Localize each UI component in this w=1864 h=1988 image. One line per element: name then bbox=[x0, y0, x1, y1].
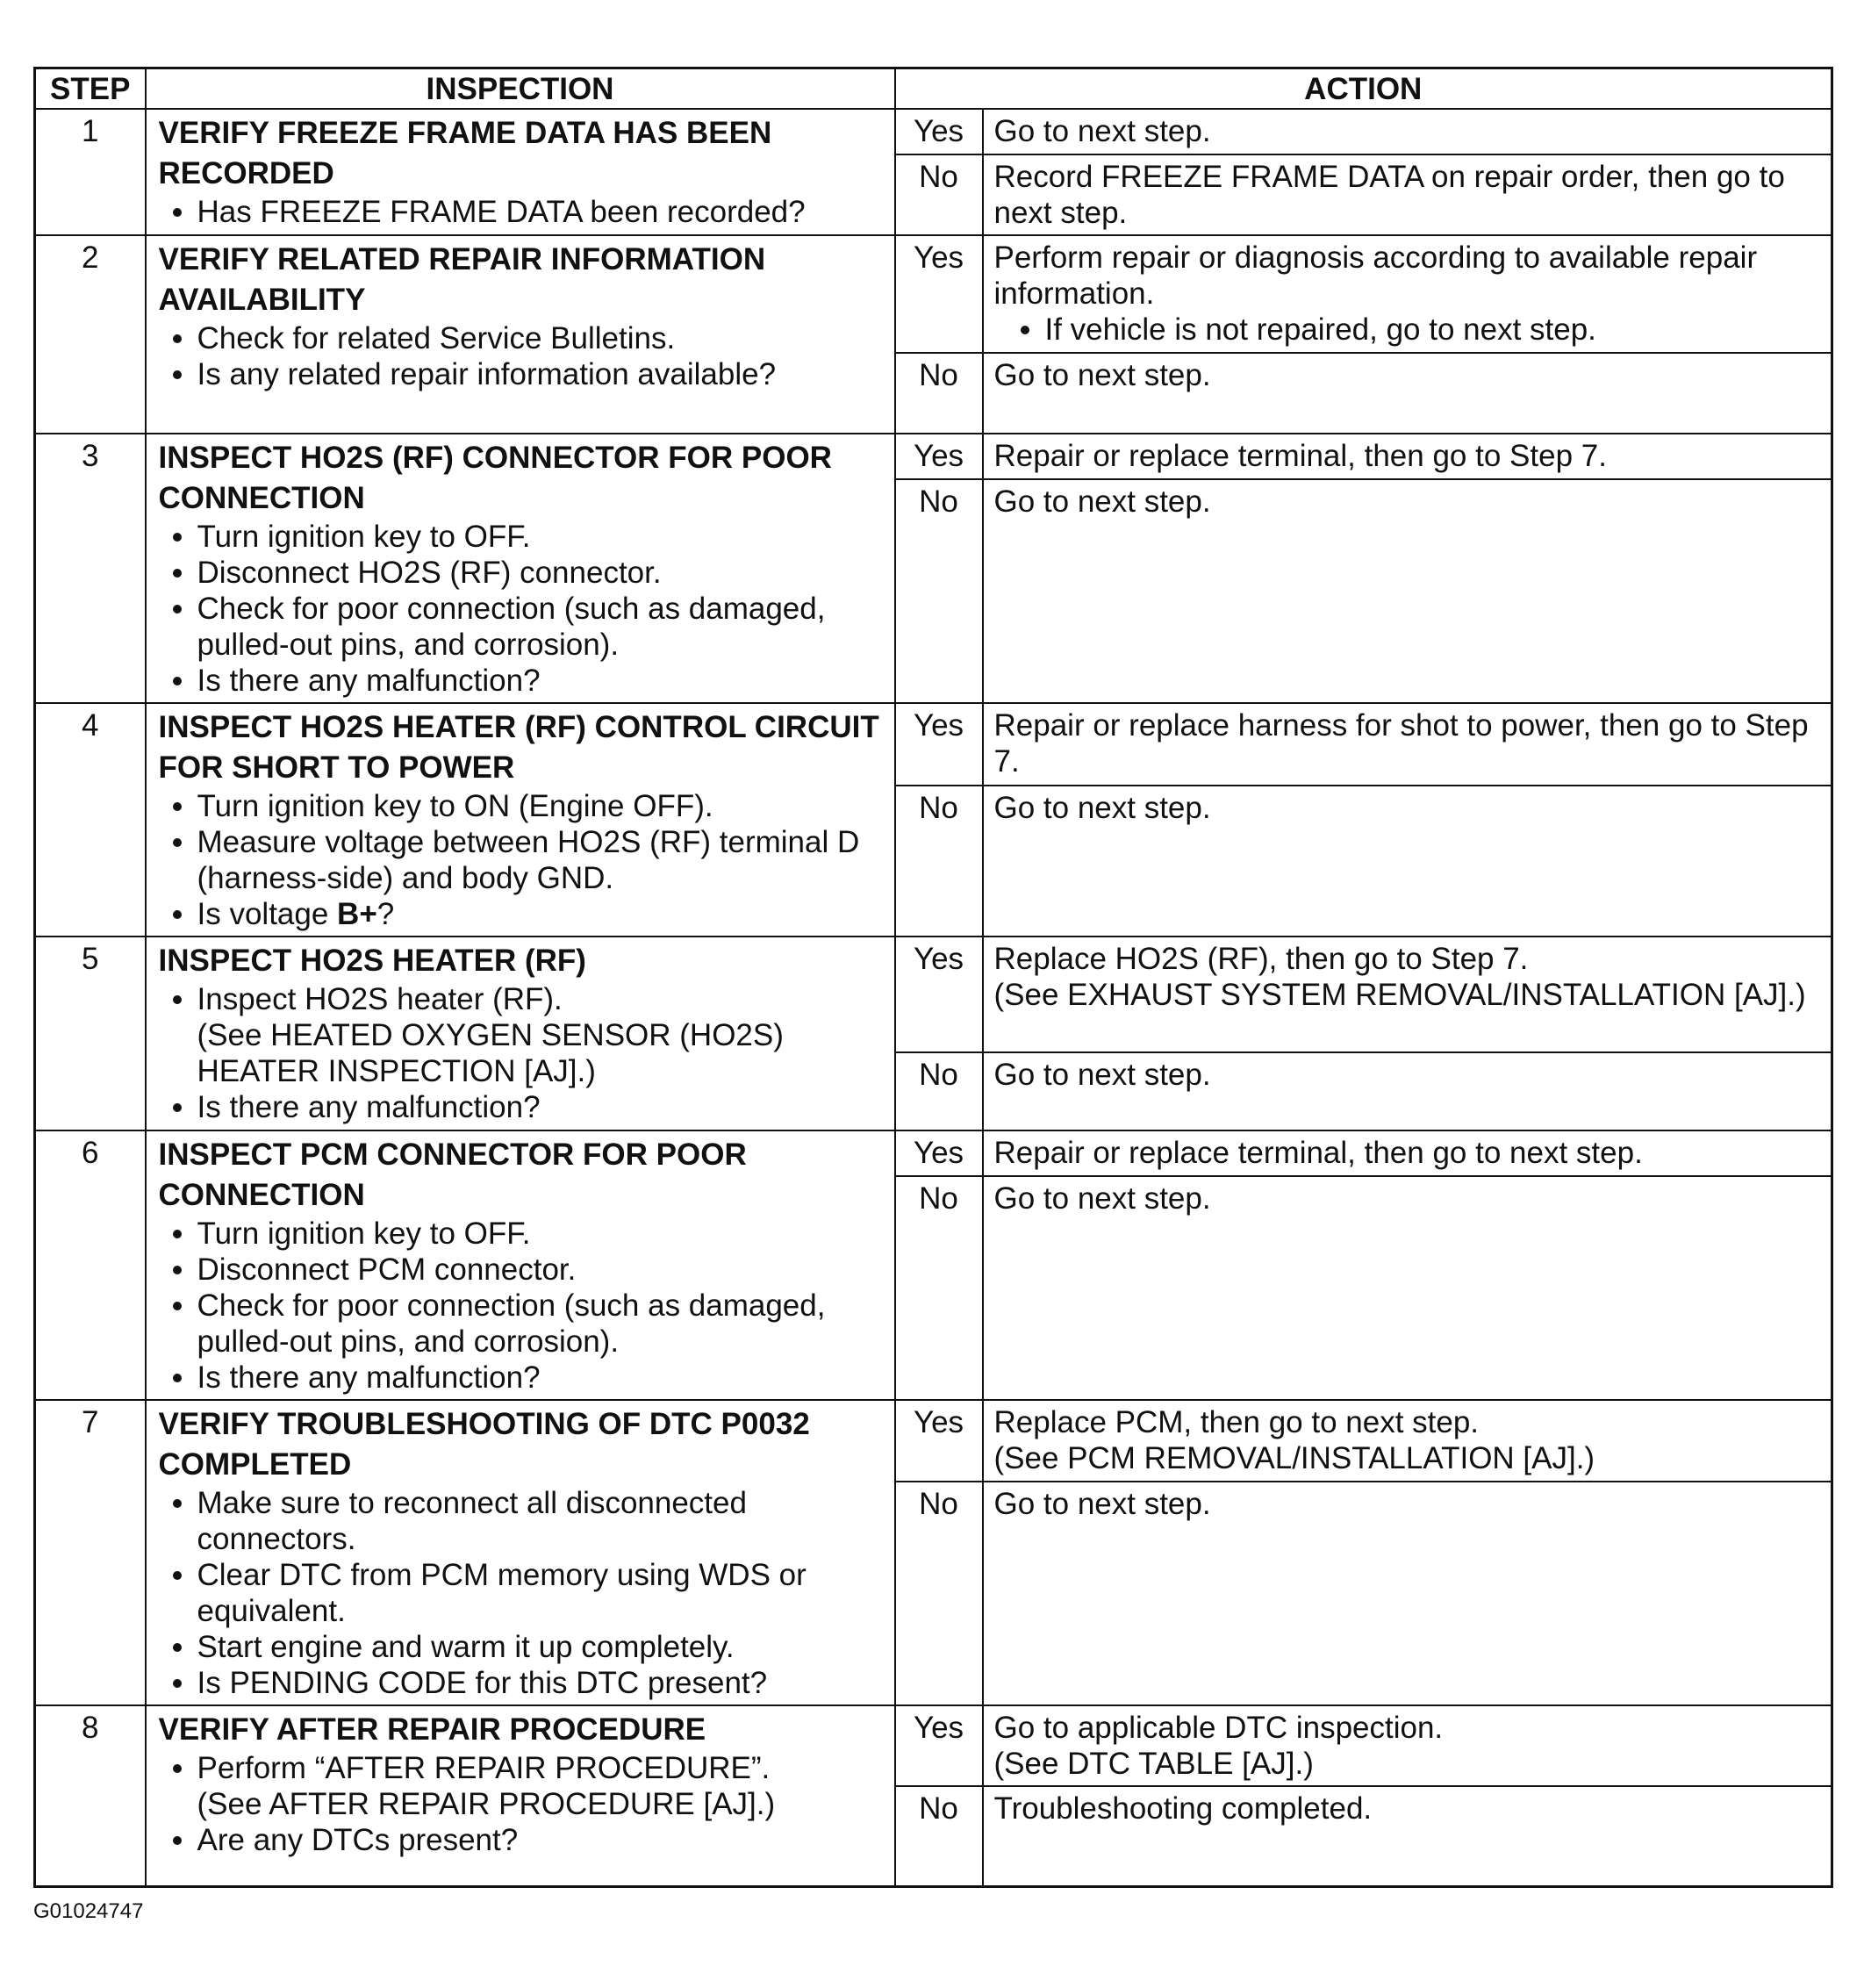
inspection-title: INSPECT HO2S (RF) CONNECTOR FOR POOR CONNECTION bbox=[158, 441, 832, 515]
yes-label: Yes bbox=[895, 1705, 983, 1786]
inspection-cell bbox=[146, 1705, 895, 1886]
action-text: Repair or replace terminal, then go to next step. bbox=[993, 1136, 1643, 1170]
inspection-bullet bbox=[197, 1750, 882, 1822]
step-number: 3 bbox=[35, 434, 146, 703]
inspection-bullet: Turn ignition key to OFF. bbox=[197, 1216, 882, 1252]
table-row bbox=[35, 703, 1832, 786]
yes-label: Yes bbox=[895, 1400, 983, 1482]
inspection-bullet-text: Inspect HO2S heater (RF). bbox=[197, 982, 563, 1016]
inspection-title: VERIFY RELATED REPAIR INFORMATION AVAILABILITY bbox=[158, 242, 766, 317]
inspection-cell bbox=[146, 109, 895, 235]
step-number: 2 bbox=[35, 235, 146, 434]
yes-label: Yes bbox=[895, 434, 983, 479]
no-label: No bbox=[895, 154, 983, 235]
voltage-question-suffix: ? bbox=[376, 897, 395, 931]
action-text: Repair or replace harness for shot to power, then go to Step 7. bbox=[993, 708, 1809, 779]
no-label: No bbox=[895, 786, 983, 937]
yes-label: Yes bbox=[895, 937, 983, 1052]
action-text: Troubleshooting completed. bbox=[993, 1791, 1373, 1826]
step-number: 4 bbox=[35, 703, 146, 937]
action-text: Go to applicable DTC inspection. bbox=[993, 1711, 1444, 1745]
action-text: Go to next step. bbox=[993, 114, 1211, 148]
yes-action bbox=[983, 703, 1832, 786]
action-text: Go to next step. bbox=[993, 484, 1211, 520]
inspection-bullet: Check for related Service Bulletins. bbox=[197, 320, 882, 356]
action-text: Go to next step. bbox=[993, 1181, 1211, 1216]
action-text: Record FREEZE FRAME DATA on repair order, then go to next step. bbox=[993, 160, 1785, 230]
inspection-cell bbox=[146, 1130, 895, 1400]
no-label: No bbox=[895, 1482, 983, 1705]
inspection-cell bbox=[146, 434, 895, 703]
step-number: 6 bbox=[35, 1130, 146, 1400]
action-text: Replace HO2S (RF), then go to Step 7. bbox=[993, 942, 1529, 976]
table-row bbox=[35, 937, 1832, 1052]
no-label: No bbox=[895, 1052, 983, 1130]
no-action bbox=[983, 786, 1832, 937]
no-action bbox=[983, 1176, 1832, 1400]
yes-label: Yes bbox=[895, 703, 983, 786]
action-text: Go to next step. bbox=[993, 1486, 1211, 1521]
inspection-bullet: Is there any malfunction? bbox=[197, 1089, 882, 1125]
inspection-bullet: Disconnect HO2S (RF) connector. bbox=[197, 555, 882, 591]
action-text: Repair or replace terminal, then go to Step 7. bbox=[993, 439, 1607, 473]
voltage-value: B+ bbox=[337, 897, 377, 931]
action-column-header: ACTION bbox=[895, 68, 1832, 110]
yes-action bbox=[983, 1130, 1832, 1176]
inspection-bullet: Start engine and warm it up completely. bbox=[197, 1629, 882, 1665]
inspection-bullet: Are any DTCs present? bbox=[197, 1822, 882, 1858]
inspection-cell bbox=[146, 235, 895, 434]
inspection-title: VERIFY FREEZE FRAME DATA HAS BEEN RECORDED bbox=[158, 116, 772, 190]
step-number: 7 bbox=[35, 1400, 146, 1705]
inspection-bullet: Is there any malfunction? bbox=[197, 663, 882, 699]
inspection-bullet: Disconnect PCM connector. bbox=[197, 1252, 882, 1288]
inspection-bullet: Turn ignition key to ON (Engine OFF). bbox=[197, 788, 882, 824]
inspection-title: INSPECT HO2S HEATER (RF) bbox=[158, 944, 586, 978]
no-label: No bbox=[895, 479, 983, 703]
action-text: Perform repair or diagnosis according to available repair information. bbox=[993, 240, 1758, 311]
inspection-bullet: Is PENDING CODE for this DTC present? bbox=[197, 1665, 882, 1701]
table-row bbox=[35, 1400, 1832, 1482]
inspection-column-header: INSPECTION bbox=[146, 68, 895, 110]
inspection-cell bbox=[146, 703, 895, 937]
inspection-title: VERIFY TROUBLESHOOTING OF DTC P0032 COMPLETED bbox=[158, 1407, 810, 1482]
yes-action bbox=[983, 235, 1832, 353]
no-action bbox=[983, 1052, 1832, 1130]
yes-action bbox=[983, 1705, 1832, 1786]
action-text: Go to next step. bbox=[993, 1058, 1211, 1092]
no-label: No bbox=[895, 1786, 983, 1886]
inspection-title: INSPECT HO2S HEATER (RF) CONTROL CIRCUIT FOR SHORT TO POWER bbox=[158, 710, 879, 785]
inspection-bullet: Check for poor connection (such as damaged, pulled-out pins, and corrosion). bbox=[197, 1288, 882, 1360]
inspection-bullet-text: Perform “AFTER REPAIR PROCEDURE”. bbox=[197, 1751, 771, 1785]
no-action bbox=[983, 479, 1832, 703]
action-text: Go to next step. bbox=[993, 358, 1211, 392]
inspection-title: INSPECT PCM CONNECTOR FOR POOR CONNECTION bbox=[158, 1138, 747, 1212]
inspection-bullet: Make sure to reconnect all disconnected connectors. bbox=[197, 1485, 882, 1557]
step-number: 5 bbox=[35, 937, 146, 1130]
yes-label: Yes bbox=[895, 109, 983, 154]
yes-action bbox=[983, 1400, 1832, 1482]
inspection-bullet: Is there any malfunction? bbox=[197, 1360, 882, 1396]
inspection-title: VERIFY AFTER REPAIR PROCEDURE bbox=[158, 1712, 706, 1747]
no-action bbox=[983, 353, 1832, 434]
table-row bbox=[35, 1705, 1832, 1786]
figure-id: G01024747 bbox=[33, 1899, 144, 1923]
yes-label: Yes bbox=[895, 1130, 983, 1176]
action-reference: (See PCM REMOVAL/INSTALLATION [AJ].) bbox=[993, 1441, 1595, 1475]
inspection-bullet: Measure voltage between HO2S (RF) terminal D (harness-side) and body GND. bbox=[197, 824, 882, 896]
no-action bbox=[983, 1786, 1832, 1886]
inspection-bullet bbox=[197, 981, 882, 1089]
no-label: No bbox=[895, 1176, 983, 1400]
no-action bbox=[983, 154, 1832, 235]
inspection-bullet: Turn ignition key to OFF. bbox=[197, 519, 882, 555]
table-row bbox=[35, 434, 1832, 479]
action-reference: (See EXHAUST SYSTEM REMOVAL/INSTALLATION [AJ].) bbox=[993, 978, 1806, 1012]
inspection-cell bbox=[146, 937, 895, 1130]
inspection-bullet: Clear DTC from PCM memory using WDS or equivalent. bbox=[197, 1557, 882, 1629]
inspection-bullet: Is any related repair information available? bbox=[197, 356, 882, 392]
inspection-cell bbox=[146, 1400, 895, 1705]
inspection-reference: (See HEATED OXYGEN SENSOR (HO2S) HEATER INSPECTION [AJ].) bbox=[197, 1018, 784, 1088]
action-bullet: If vehicle is not repaired, go to next step. bbox=[1045, 312, 1821, 348]
inspection-bullet bbox=[197, 896, 882, 932]
yes-label: Yes bbox=[895, 235, 983, 353]
action-reference: (See DTC TABLE [AJ].) bbox=[993, 1747, 1314, 1781]
step-number: 8 bbox=[35, 1705, 146, 1886]
inspection-reference: (See AFTER REPAIR PROCEDURE [AJ].) bbox=[197, 1787, 776, 1821]
voltage-question-prefix: Is voltage bbox=[197, 897, 338, 931]
no-action bbox=[983, 1482, 1832, 1705]
step-number: 1 bbox=[35, 109, 146, 235]
step-column-header: STEP bbox=[35, 68, 146, 110]
table-row bbox=[35, 1130, 1832, 1176]
table-row bbox=[35, 235, 1832, 353]
action-text: Go to next step. bbox=[993, 791, 1211, 825]
yes-action bbox=[983, 109, 1832, 154]
table-header-row bbox=[35, 68, 1832, 110]
inspection-bullet: Check for poor connection (such as damaged, pulled-out pins, and corrosion). bbox=[197, 591, 882, 663]
table-row bbox=[35, 109, 1832, 154]
yes-action bbox=[983, 434, 1832, 479]
inspection-bullet: Has FREEZE FRAME DATA been recorded? bbox=[197, 194, 882, 230]
action-text: Replace PCM, then go to next step. bbox=[993, 1405, 1480, 1439]
diagnostic-procedure-table bbox=[33, 67, 1833, 1888]
yes-action bbox=[983, 937, 1832, 1052]
no-label: No bbox=[895, 353, 983, 434]
